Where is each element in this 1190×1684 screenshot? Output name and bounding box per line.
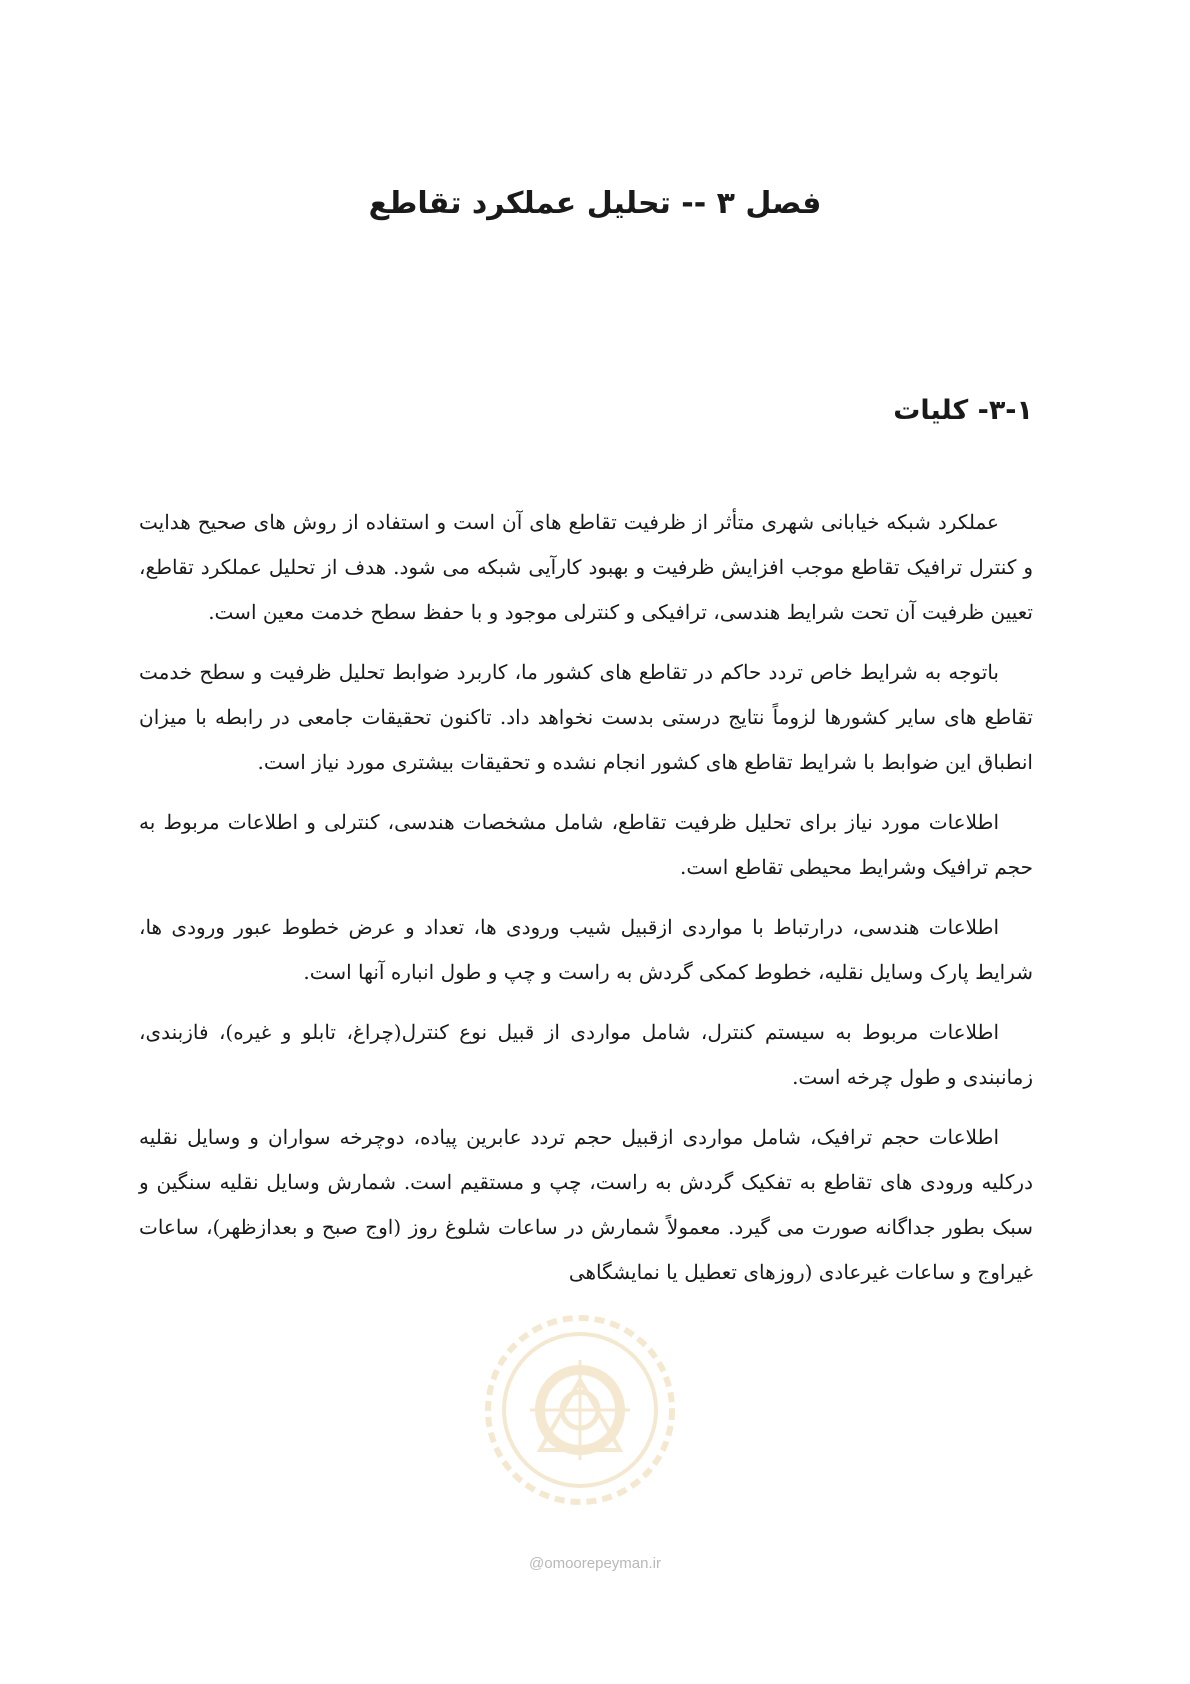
body-text (139, 500, 1033, 1310)
section-title: ۳-۱- کلیات (893, 395, 1033, 426)
paragraph: اطلاعات مربوط به سیستم کنترل، شامل مواردی از قبیل نوع کنترل(چراغ، تابلو و غیره)، فازبندی، زمانبندی و طول چرخه است. (139, 1020, 1033, 1089)
paragraph: اطلاعات حجم ترافیک، شامل مواردی ازقبیل حجم تردد عابرین پیاده، دوچرخه سواران و وسایل نقلیه درکلیه ورودی های تقاطع به تفکیک گردش به راست، چپ و مستقیم است. شمارش وسایل نقلیه سنگین و سبک بطور جداگانه صورت می گیرد. معمولاً شمارش در ساعات شلوغ روز (اوج صبح و بعدازظهر)، ساعات غیراوج و ساعات غیرعادی (روزهای تعطیل یا نمایشگاهی (139, 1125, 1033, 1284)
watermark-url: @omoorepeyman.ir (529, 1555, 661, 1572)
paragraph: باتوجه به شرایط خاص تردد حاکم در تقاطع های کشور ما، کاربرد ضوابط تحلیل ظرفیت و سطح خدمت تقاطع های سایر کشورها لزوماً نتایج درستی بدست نخواهد داد. تاکنون تحقیقات جامعی در رابطه با میزان انطباق این ضوابط با شرایط تقاطع های کشور انجام نشده و تحقیقات بیشتری مورد نیاز است. (139, 660, 1033, 774)
paragraph: اطلاعات هندسی، درارتباط با مواردی ازقبیل شیب ورودی ها، تعداد و عرض خطوط عبور ورودی ها، شرایط پارک وسایل نقلیه، خطوط کمکی گردش به راست و چپ و طول انباره آنها است. (139, 915, 1033, 984)
seal-logo-icon (480, 1310, 680, 1510)
paragraph: عملکرد شبکه خیابانی شهری متأثر از ظرفیت تقاطع های آن است و استفاده از روش های صحیح هدایت و کنترل ترافیک تقاطع موجب افزایش ظرفیت و بهبود کارآیی شبکه می شود. هدف از تحلیل عملکرد تقاطع، تعیین ظرفیت آن تحت شرایط هندسی، ترافیکی و کنترلی موجود و با حفظ سطح خدمت معین است. (139, 510, 1033, 624)
paragraph: اطلاعات مورد نیاز برای تحلیل ظرفیت تقاطع، شامل مشخصات هندسی، کنترلی و اطلاعات مربوط به حجم ترافیک وشرایط محیطی تقاطع است. (139, 810, 1033, 879)
chapter-title: فصل ۳ -- تحلیل عملکرد تقاطع (368, 186, 822, 221)
